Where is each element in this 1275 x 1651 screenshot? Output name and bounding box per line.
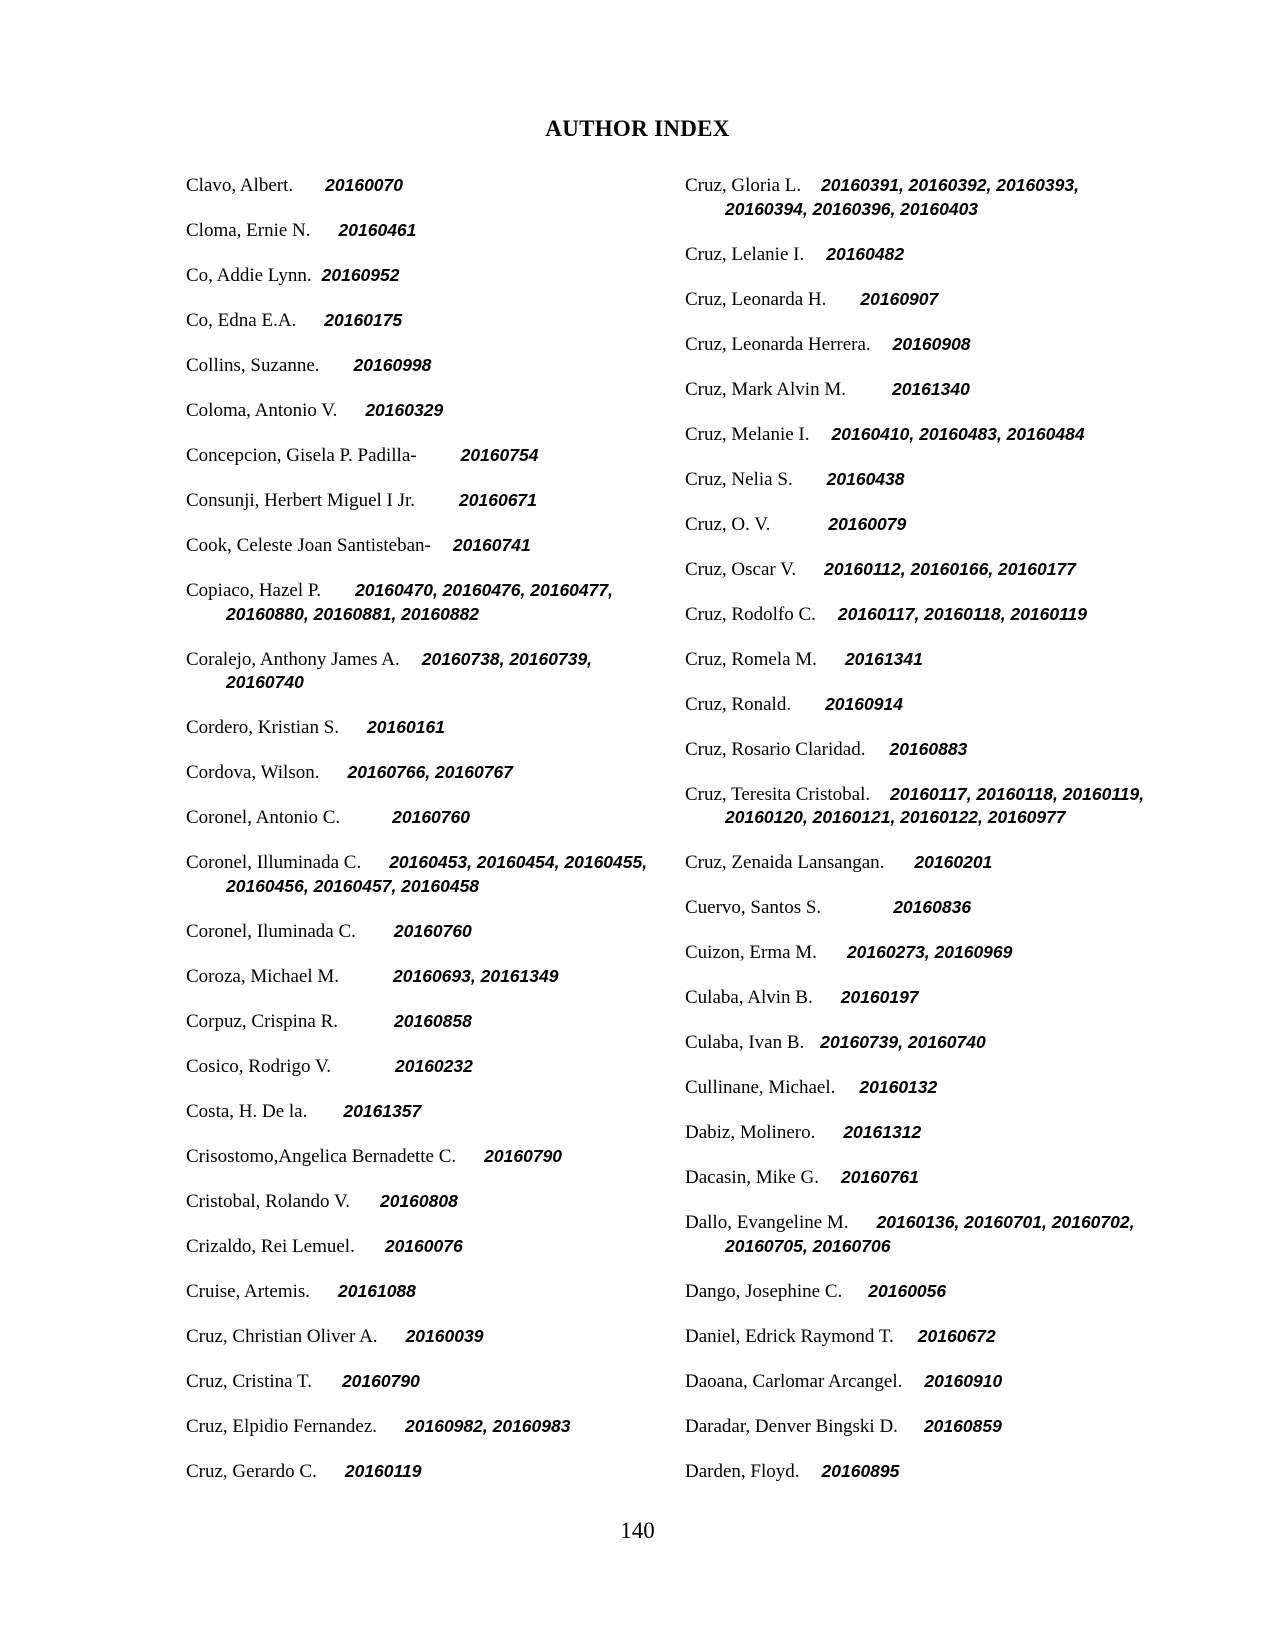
author-name: Cruz, Zenaida Lansangan. <box>685 852 885 873</box>
index-entry <box>186 444 656 468</box>
entry-references: 20160112, 20160166, 20160177 <box>824 558 1076 579</box>
index-entry <box>186 174 656 198</box>
entry-references: 20160836 <box>893 897 972 917</box>
entry-references: 20160461 <box>338 220 417 240</box>
author-name: Coloma, Antonio V. <box>186 400 338 421</box>
index-entry <box>685 986 1155 1010</box>
author-name: Cruz, O. V. <box>685 513 771 535</box>
author-name: Cruz, Lelanie I. <box>685 243 805 265</box>
index-entry <box>186 219 656 243</box>
author-name: Cruz, Cristina T. <box>186 1370 312 1392</box>
author-name: Co, Edna E.A. <box>186 310 297 331</box>
entry-references: 20160175 <box>324 310 403 330</box>
author-name: Cruz, Nelia S. <box>685 468 793 490</box>
entry-references: 20160883 <box>889 738 968 759</box>
index-entry <box>685 648 1155 672</box>
author-name: Cuervo, Santos S. <box>685 897 822 918</box>
index-entry <box>685 243 1155 267</box>
entry-references: 20161088 <box>338 1280 416 1301</box>
author-name: Crisostomo,Angelica Bernadette C. <box>186 1145 457 1167</box>
index-entry <box>685 1166 1155 1190</box>
entry-references: 20160410, 20160483, 20160484 <box>831 423 1085 444</box>
index-column-left <box>186 174 656 1505</box>
author-name: Copiaco, Hazel P. <box>186 580 322 601</box>
index-entry <box>186 806 656 830</box>
entry-references: 20160161 <box>367 717 445 737</box>
author-name: Coronel, Antonio C. <box>186 807 341 828</box>
entry-references: 20160453, 20160454, 20160455, 20160456, 20160457, 20160458 <box>226 852 648 896</box>
author-name: Cruz, Oscar V. <box>685 558 797 580</box>
page-title: AUTHOR INDEX <box>545 116 730 141</box>
entry-references: 20160908 <box>892 333 971 354</box>
index-entry <box>685 1370 1155 1394</box>
author-name: Coronel, Illuminada C. <box>186 852 362 873</box>
author-name: Dallo, Evangeline M. <box>685 1212 849 1233</box>
entry-references: 20160079 <box>828 513 907 534</box>
author-name: Crizaldo, Rei Lemuel. <box>186 1235 355 1257</box>
index-entry <box>685 333 1155 357</box>
index-entry <box>685 1121 1155 1145</box>
entry-references: 20160273, 20160969 <box>846 942 1013 962</box>
author-name: Cullinane, Michael. <box>685 1077 836 1098</box>
index-entry <box>685 468 1155 492</box>
author-name: Costa, H. De la. <box>186 1100 308 1122</box>
index-entry <box>685 558 1155 582</box>
index-entry <box>685 378 1155 402</box>
entry-references: 20160738, 20160739, 20160740 <box>226 648 593 692</box>
index-entry <box>685 288 1155 312</box>
index-entry <box>685 603 1155 627</box>
author-name: Daradar, Denver Bingski D. <box>685 1415 898 1437</box>
entry-references: 20160672 <box>917 1325 996 1346</box>
entry-references: 20160136, 20160701, 20160702, 20160705, 20160706 <box>725 1212 1135 1256</box>
index-entry <box>685 1460 1155 1484</box>
index-entry <box>186 579 656 626</box>
author-name: Cruz, Gloria L. <box>685 175 802 196</box>
author-name: Cloma, Ernie N. <box>186 220 311 241</box>
author-name: Cruz, Melanie I. <box>685 423 810 445</box>
index-entry <box>186 534 656 558</box>
author-name: Cuizon, Erma M. <box>685 942 817 963</box>
entry-references: 20160761 <box>841 1167 919 1187</box>
index-entry <box>186 264 656 288</box>
index-column-right <box>685 174 1155 1505</box>
index-entry <box>685 693 1155 717</box>
entry-references: 20161341 <box>844 648 923 669</box>
author-name: Coroza, Michael M. <box>186 965 340 987</box>
index-entry <box>685 783 1155 830</box>
author-name: Corpuz, Crispina R. <box>186 1010 338 1032</box>
entry-references: 20160119 <box>344 1460 422 1481</box>
author-name: Coronel, Iluminada C. <box>186 920 356 942</box>
author-name: Dacasin, Mike G. <box>685 1167 820 1188</box>
index-entry <box>186 1100 656 1124</box>
author-name: Dabiz, Molinero. <box>685 1122 816 1143</box>
entry-references: 20160952 <box>321 265 400 285</box>
index-entry <box>685 1031 1155 1055</box>
index-entry <box>186 920 656 944</box>
entry-references: 20160132 <box>859 1077 938 1097</box>
author-name: Culaba, Ivan B. <box>685 1032 805 1053</box>
author-name: Cook, Celeste Joan Santisteban- <box>186 535 431 556</box>
author-name: Cosico, Rodrigo V. <box>186 1055 331 1077</box>
author-name: Cruz, Ronald. <box>685 693 792 715</box>
entry-references: 20160790 <box>341 1370 420 1391</box>
index-entry <box>186 1190 656 1214</box>
entry-references: 20160907 <box>860 288 939 309</box>
author-name: Cruz, Rodolfo C. <box>685 603 816 625</box>
index-entry <box>186 761 656 785</box>
index-entry <box>685 896 1155 920</box>
author-name: Cordova, Wilson. <box>186 762 320 783</box>
index-entry <box>685 1415 1155 1439</box>
entry-references: 20160895 <box>821 1460 900 1481</box>
author-name: Cruz, Romela M. <box>685 648 817 670</box>
author-name: Clavo, Albert. <box>186 175 294 196</box>
entry-references: 20160739, 20160740 <box>820 1032 986 1052</box>
index-entry <box>186 1280 656 1304</box>
entry-references: 20160076 <box>384 1235 463 1256</box>
index-entry <box>685 1325 1155 1349</box>
index-entry <box>685 1211 1155 1258</box>
index-entry <box>186 648 656 695</box>
author-name: Cruz, Teresita Cristobal. <box>685 783 871 805</box>
entry-references: 20160070 <box>325 175 404 195</box>
index-entry <box>685 174 1155 221</box>
entry-references: 20160790 <box>484 1145 563 1166</box>
index-entry <box>685 738 1155 762</box>
index-entry <box>186 309 656 333</box>
index-entry <box>685 423 1155 447</box>
author-name: Concepcion, Gisela P. Padilla- <box>186 445 417 466</box>
index-entry <box>186 1145 656 1169</box>
author-name: Cruz, Leonarda Herrera. <box>685 333 871 355</box>
author-name: Dango, Josephine C. <box>685 1280 843 1302</box>
entry-references: 20160117, 20160118, 20160119 <box>837 603 1088 624</box>
entry-references: 20160693, 20161349 <box>393 965 559 986</box>
author-name: Cruz, Rosario Claridad. <box>685 738 866 760</box>
index-entry <box>186 851 656 898</box>
author-name: Cordero, Kristian S. <box>186 717 340 738</box>
entry-references: 20160197 <box>840 987 919 1007</box>
entry-references: 20160859 <box>923 1415 1002 1436</box>
entry-references: 20160391, 20160392, 20160393, 20160394, 20160396, 20160403 <box>725 175 1079 219</box>
author-name: Coralejo, Anthony James A. <box>186 648 400 670</box>
entry-references: 20160056 <box>868 1280 947 1301</box>
index-entry <box>685 513 1155 537</box>
entry-references: 20161357 <box>343 1100 422 1121</box>
entry-references: 20160858 <box>394 1010 472 1031</box>
index-entry <box>186 354 656 378</box>
entry-references: 20160910 <box>924 1370 1003 1391</box>
author-name: Daoana, Carlomar Arcangel. <box>685 1370 903 1392</box>
author-name: Cruz, Elpidio Fernandez. <box>186 1415 378 1437</box>
entry-references: 20160982, 20160983 <box>405 1415 571 1436</box>
index-entry <box>186 965 656 989</box>
entry-references: 20160766, 20160767 <box>347 762 513 782</box>
author-name: Culaba, Alvin B. <box>685 987 813 1008</box>
author-name: Consunji, Herbert Miguel I Jr. <box>186 490 416 511</box>
page-number: 140 <box>620 1518 655 1543</box>
index-entry <box>186 1235 656 1259</box>
entry-references: 20160754 <box>460 445 539 465</box>
entry-references: 20160671 <box>459 490 537 510</box>
entry-references: 20160438 <box>826 468 905 489</box>
index-entry <box>685 851 1155 875</box>
entry-references: 20160998 <box>353 355 432 375</box>
entry-references: 20160760 <box>392 807 470 827</box>
entry-references: 20160808 <box>379 1190 458 1211</box>
author-name: Collins, Suzanne. <box>186 355 320 376</box>
author-name: Cruz, Leonarda H. <box>685 288 827 310</box>
author-name: Cruise, Artemis. <box>186 1280 311 1302</box>
author-name: Co, Addie Lynn. <box>186 265 312 286</box>
entry-references: 20160470, 20160476, 20160477, 20160880, 20160881, 20160882 <box>226 580 613 624</box>
index-entry <box>186 1055 656 1079</box>
entry-references: 20160232 <box>395 1055 473 1076</box>
index-entry <box>186 399 656 423</box>
entry-references: 20160039 <box>405 1325 484 1346</box>
index-entry <box>186 1325 656 1349</box>
entry-references: 20160482 <box>826 243 905 264</box>
entry-references: 20160914 <box>825 693 903 714</box>
author-name: Daniel, Edrick Raymond T. <box>685 1325 894 1347</box>
entry-references: 20160201 <box>914 852 993 872</box>
author-name: Cruz, Christian Oliver A. <box>186 1325 378 1347</box>
index-entry <box>186 1370 656 1394</box>
author-name: Cruz, Mark Alvin M. <box>685 378 846 400</box>
index-entry <box>186 1415 656 1439</box>
entry-references: 20160329 <box>365 400 444 420</box>
entry-references: 20160117, 20160118, 20160119, 20160120, 20160121, 20160122, 20160977 <box>725 783 1145 827</box>
index-entry <box>685 1076 1155 1100</box>
author-name: Cristobal, Rolando V. <box>186 1190 350 1212</box>
entry-references: 20160741 <box>452 535 531 555</box>
entry-references: 20161340 <box>891 378 970 399</box>
author-name: Cruz, Gerardo C. <box>186 1460 317 1482</box>
entry-references: 20160760 <box>393 920 472 941</box>
index-entry <box>186 489 656 513</box>
index-entry <box>685 1280 1155 1304</box>
index-entry <box>186 1010 656 1034</box>
index-entry <box>186 716 656 740</box>
entry-references: 20161312 <box>843 1122 922 1142</box>
index-entry <box>186 1460 656 1484</box>
index-entry <box>685 941 1155 965</box>
author-name: Darden, Floyd. <box>685 1460 800 1482</box>
